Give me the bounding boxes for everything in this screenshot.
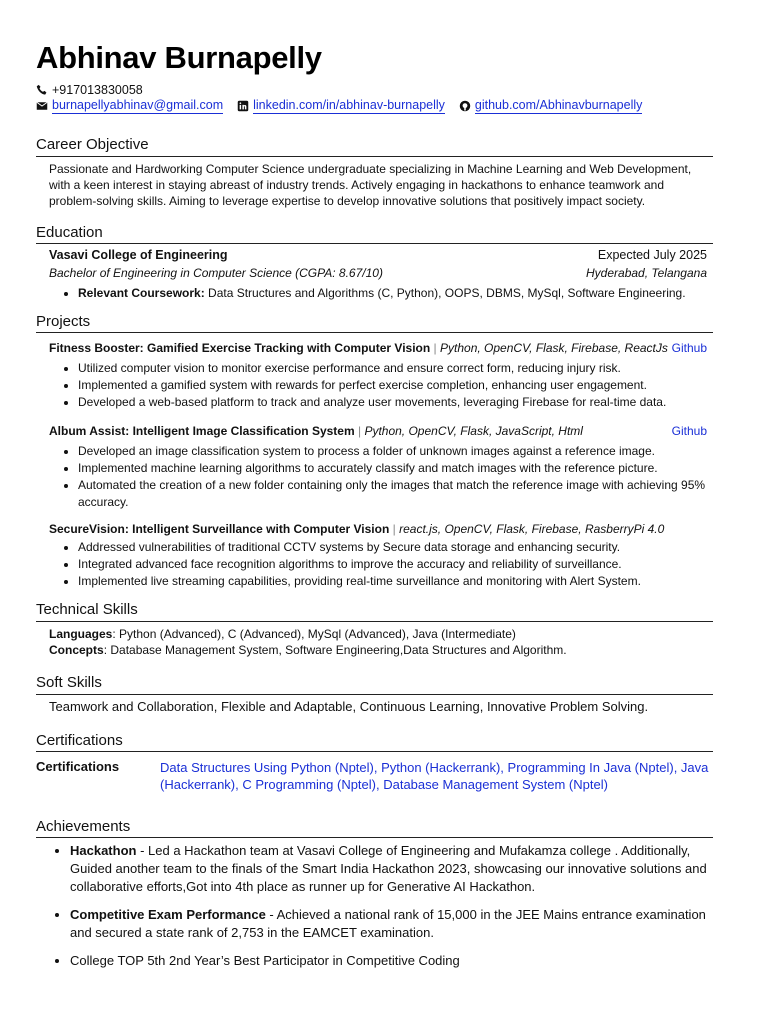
degree-row [49, 266, 707, 280]
project-tech: Python, OpenCV, Flask, Firebase, ReactJs [440, 341, 668, 355]
list-item [70, 952, 730, 970]
languages-label: Languages [49, 627, 113, 641]
list-item: • Implemented a gamified system with rewards for perfect exercise completion, enhancing user engagement. [78, 377, 720, 394]
email-link[interactable]: burnapellyabhinav@gmail.com [52, 98, 224, 112]
certifications-label: Certifications [36, 759, 120, 774]
technical-skills [49, 626, 709, 658]
project-name: Album Assist: Intelligent Image Classification System [49, 424, 355, 438]
project-tech: Python, OpenCV, Flask, JavaScript, Html [364, 424, 583, 438]
project-name: Fitness Booster: Gamified Exercise Tracking with Computer Vision [49, 341, 431, 355]
achievement-title: Competitive Exam Performance [70, 907, 266, 922]
separator: | [354, 424, 365, 438]
github-link-group [459, 98, 642, 114]
section-divider [36, 243, 713, 244]
project-tech: react.js, OpenCV, Flask, Firebase, RasberryPi 4.0 [399, 522, 665, 536]
section-divider [36, 837, 713, 838]
career-objective-heading: Career Objective [36, 136, 149, 153]
certifications-heading: Certifications [36, 732, 123, 749]
coursework-label: Relevant Coursework: [78, 286, 205, 300]
project-header [49, 424, 707, 438]
education-location: Hyderabad, Telangana [586, 266, 707, 280]
concepts-row [49, 642, 709, 658]
phone-number: +917013830058 [52, 83, 143, 97]
projects-heading: Projects [36, 313, 91, 330]
career-objective-text: Passionate and Hardworking Computer Science undergraduate specializing in Machine Learning and Web Development, with a keen interest in staying abreast of industry trends. Actively engaging in hackathons to enhance teamwork and problem-solving skills. Aiming to leverage expertise to develop innovative solutions that positively impact society. [49, 162, 692, 208]
separator: | [389, 522, 400, 536]
contact-links [36, 98, 642, 114]
list-item [70, 842, 730, 896]
project-bullets [62, 360, 720, 411]
education-heading: Education [36, 224, 103, 241]
section-divider [36, 751, 713, 752]
soft-skills-text: Teamwork and Collaboration, Flexible and Adaptable, Continuous Learning, Innovative Problem Solving. [49, 699, 649, 714]
list-item: • Integrated advanced face recognition algorithms to improve the accuracy and reliability of surveillance. [78, 556, 720, 573]
github-link[interactable]: github.com/Abhinavburnapelly [474, 98, 643, 112]
section-divider [36, 332, 713, 333]
list-item: • Utilized computer vision to monitor exercise performance and ensure correct form, reducing injury risk. [78, 360, 720, 377]
project-name: SecureVision: Intelligent Surveillance with Computer Vision [49, 522, 390, 536]
list-item: • Implemented machine learning algorithms to accurately classify and match images with the reference picture. [78, 460, 720, 477]
project-bullets [62, 539, 720, 590]
technical-skills-heading: Technical Skills [36, 601, 138, 618]
linkedin-link-group [237, 98, 445, 114]
section-divider [36, 156, 713, 157]
candidate-name: Abhinav Burnapelly [36, 40, 322, 75]
list-item: • Developed an image classification system to process a folder of unknown images against a reference image. [78, 443, 720, 460]
project-github-link[interactable]: Github [671, 341, 707, 355]
list-item: • Developed a web-based platform to track and analyze user movements, leveraging Firebase for real-time data. [78, 394, 720, 411]
section-divider [36, 621, 713, 622]
degree: Bachelor of Engineering in Computer Science (CGPA: 8.67/10) [49, 266, 383, 280]
envelope-icon [36, 100, 48, 112]
soft-skills-heading: Soft Skills [36, 674, 102, 691]
coursework-text: Data Structures and Algorithms (C, Python), OOPS, DBMS, MySql, Software Engineering. [204, 286, 686, 300]
linkedin-link[interactable]: linkedin.com/in/abhinav-burnapelly [253, 98, 445, 112]
achievement-text: - Led a Hackathon team at Vasavi College of Engineering and Mufakamza college . Additionally, Guided another team to the finals of the Smart India Hackathon 2023, showcasing our innovative solutions and collaborative efforts,Got into 4th place as runner up for Generative AI Hackathon. [70, 843, 707, 894]
project-github-link[interactable]: Github [671, 424, 707, 438]
phone-row [36, 83, 143, 97]
achievements-heading: Achievements [36, 818, 131, 835]
achievement-text: - Achieved a national rank of 15,000 in the JEE Mains entrance examination and secured a state rank of 2,753 in the EAMCET examination. [70, 907, 706, 940]
separator: | [430, 341, 441, 355]
concepts-label: Concepts [49, 643, 104, 657]
project-bullets [62, 443, 720, 511]
list-item: • Automated the creation of a new folder containing only the images that match the reference image with achieving 95% accuracy. [78, 477, 720, 511]
achievement-text: College TOP 5th 2nd Year’s Best Participator in Competitive Coding [70, 953, 460, 968]
list-item [70, 906, 730, 942]
section-divider [36, 694, 713, 695]
phone-icon [36, 84, 48, 96]
achievement-title: Hackathon [70, 843, 137, 858]
languages-text: : Python (Advanced), C (Advanced), MySql (Advanced), Java (Intermediate) [112, 627, 516, 641]
github-icon [459, 100, 471, 112]
certifications-list[interactable]: Data Structures Using Python (Nptel), Python (Hackerrank), Programming In Java (Nptel), Java (Hackerrank), C Programming (Nptel), Database Management System (Nptel) [160, 760, 709, 792]
education-row [49, 248, 707, 262]
list-item [78, 285, 720, 302]
list-item: • Implemented live streaming capabilities, providing real-time surveillance and monitoring with Alert System. [78, 573, 720, 590]
list-item: • Addressed vulnerabilities of traditional CCTV systems by Secure data storage and enhancing security. [78, 539, 720, 556]
achievements-list [54, 842, 730, 980]
project-header [49, 522, 707, 536]
concepts-text: : Database Management System, Software Engineering,Data Structures and Algorithm. [103, 643, 567, 657]
college-name: Vasavi College of Engineering [49, 248, 228, 262]
education-date: Expected July 2025 [597, 248, 707, 262]
languages-row [49, 626, 709, 642]
linkedin-icon [237, 100, 249, 112]
project-header [49, 341, 707, 355]
coursework-list [62, 285, 720, 302]
email-link-group [36, 98, 223, 114]
